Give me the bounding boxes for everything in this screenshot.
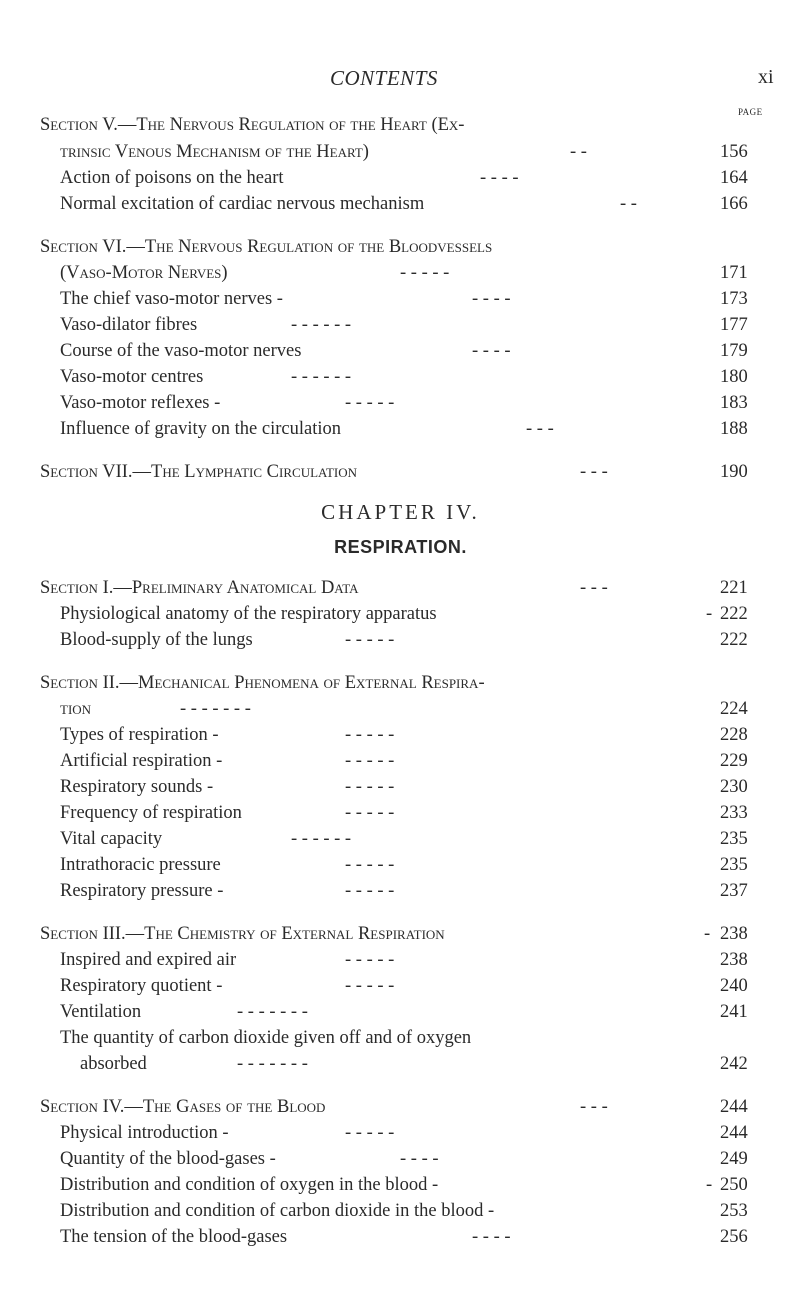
- page-ref: 179: [720, 341, 748, 361]
- toc-entry: [0, 803, 801, 831]
- toc-section-5-cont: trinsic Venous Mechanism of the Heart) - - 156: [60, 142, 748, 162]
- page-ref: 164: [720, 168, 748, 188]
- page-ref: 224: [720, 699, 748, 719]
- leader: - - - -: [480, 168, 519, 188]
- page-ref: 244: [720, 1097, 748, 1117]
- section-title: Section VI.—The Nervous Regulation of the Bloodvessels: [40, 237, 493, 257]
- toc-section-7: [0, 462, 801, 490]
- entry-text: Ventilation: [60, 1002, 142, 1022]
- page-ref: 230: [720, 777, 748, 797]
- toc-section-2: [0, 673, 801, 701]
- page-ref: 222: [720, 630, 748, 650]
- page-ref: 238: [720, 950, 748, 970]
- leader: - - - - - - -: [237, 1002, 308, 1022]
- section-title-cont: trinsic Venous Mechanism of the Heart): [60, 142, 369, 162]
- toc-section-2-cont: [0, 699, 801, 727]
- section-title: Section VII.—The Lymphatic Circulation: [40, 462, 358, 482]
- entry-text: Normal excitation of cardiac nervous mechanism: [60, 194, 425, 214]
- page-ref: 190: [720, 462, 748, 482]
- entry-text: Course of the vaso-motor nerves: [60, 341, 302, 361]
- entry-text: Blood-supply of the lungs: [60, 630, 253, 650]
- leader: - - -: [580, 578, 608, 598]
- leader: - - - -: [472, 341, 511, 361]
- running-title: CONTENTS: [330, 66, 438, 90]
- leader: -: [704, 924, 711, 944]
- page-ref: 238: [720, 924, 748, 944]
- section-title: Section III.—The Chemistry of External Respiration: [40, 924, 445, 944]
- section-title: Section IV.—The Gases of the Blood: [40, 1097, 326, 1117]
- toc-entry: [0, 1175, 801, 1203]
- section-title: Section I.—Preliminary Anatomical Data: [40, 578, 359, 598]
- entry-text: Physiological anatomy of the respiratory apparatus: [60, 604, 437, 624]
- page-ref: 240: [720, 976, 748, 996]
- toc-entry: [0, 604, 801, 632]
- leader: - - - - -: [345, 881, 395, 901]
- toc-entry: [0, 1123, 801, 1151]
- toc-entry: [0, 1201, 801, 1229]
- toc-entry: [0, 881, 801, 909]
- page-ref: 221: [720, 578, 748, 598]
- toc-entry: [0, 855, 801, 883]
- leader: - - - - -: [345, 950, 395, 970]
- toc-section-5: [0, 115, 801, 143]
- leader: - - - -: [472, 289, 511, 309]
- toc-entry: [0, 1149, 801, 1177]
- leader: -: [706, 1175, 713, 1195]
- toc-section-6: [0, 237, 801, 265]
- entry-text: Vaso-motor reflexes -: [60, 393, 221, 413]
- toc-section-6-cont: (Vaso-Motor Nerves) - - - - - 171: [60, 263, 748, 283]
- toc-entry-cont: [0, 1054, 801, 1082]
- chapter-heading: CHAPTER IV.: [321, 500, 480, 524]
- page-ref: 241: [720, 1002, 748, 1022]
- page-ref: 244: [720, 1123, 748, 1143]
- toc-entry: [0, 419, 801, 447]
- leader: - - - - -: [345, 751, 395, 771]
- leader: - - -: [580, 462, 608, 482]
- leader: - - -: [526, 419, 554, 439]
- page-ref: 188: [720, 419, 748, 439]
- section-title: Section V.—The Nervous Regulation of the Heart (Ex-: [40, 115, 465, 135]
- section-title: Section II.—Mechanical Phenomena of External Respira-: [40, 673, 485, 693]
- leader: - - - -: [400, 1149, 439, 1169]
- toc-entry: [0, 1227, 801, 1255]
- toc-entry: [0, 976, 801, 1004]
- toc-entry: [0, 367, 801, 395]
- page-ref: 235: [720, 855, 748, 875]
- leader: - - - - -: [345, 777, 395, 797]
- toc-section-3: [0, 924, 801, 952]
- entry-text: The quantity of carbon dioxide given off and of oxygen: [60, 1028, 472, 1048]
- toc-entry: [0, 289, 801, 317]
- entry-text: The chief vaso-motor nerves -: [60, 289, 283, 309]
- toc-entry: [0, 777, 801, 805]
- leader: - - - - -: [345, 1123, 395, 1143]
- entry-text: Inspired and expired air: [60, 950, 237, 970]
- toc-entry: [0, 1002, 801, 1030]
- leader: - - - - - -: [291, 367, 352, 387]
- entry-text: Respiratory quotient -: [60, 976, 223, 996]
- toc-entry: [0, 751, 801, 779]
- entry-text: Distribution and condition of carbon dioxide in the blood -: [60, 1201, 495, 1221]
- toc-entry: [0, 630, 801, 658]
- page-ref: 233: [720, 803, 748, 823]
- toc-entry: [0, 168, 801, 196]
- leader: - - - - - -: [291, 829, 352, 849]
- toc-entry: [0, 950, 801, 978]
- page-ref: 256: [720, 1227, 748, 1247]
- toc-entry: [0, 315, 801, 343]
- chapter-title: RESPIRATION.: [334, 537, 467, 557]
- page-ref: 156: [720, 142, 748, 162]
- page-number: xi: [758, 66, 774, 88]
- section-title-cont: tion: [60, 699, 92, 719]
- toc-entry: [0, 829, 801, 857]
- page-ref: 177: [720, 315, 748, 335]
- entry-text: Artificial respiration -: [60, 751, 223, 771]
- section-title-cont: (Vaso-Motor Nerves): [60, 263, 228, 283]
- leader: - - - - - -: [291, 315, 352, 335]
- page-ref: 171: [720, 263, 748, 283]
- toc-section-4: [0, 1097, 801, 1125]
- page-ref: 253: [720, 1201, 748, 1221]
- entry-text: Quantity of the blood-gases -: [60, 1149, 276, 1169]
- entry-text: Influence of gravity on the circulation: [60, 419, 341, 439]
- page-ref: 166: [720, 194, 748, 214]
- entry-text: Frequency of respiration: [60, 803, 242, 823]
- leader: - - - -: [472, 1227, 511, 1247]
- leader: - -: [620, 194, 637, 214]
- leader: - - - - -: [345, 855, 395, 875]
- leader: - - - - -: [345, 725, 395, 745]
- page-ref: 183: [720, 393, 748, 413]
- toc-entry: [0, 393, 801, 421]
- entry-text: Distribution and condition of oxygen in the blood -: [60, 1175, 439, 1195]
- page-ref: 249: [720, 1149, 748, 1169]
- leader: -: [706, 604, 713, 624]
- leader: - - - - -: [345, 803, 395, 823]
- toc-entry: [0, 194, 801, 222]
- entry-text: Intrathoracic pressure: [60, 855, 221, 875]
- toc-entry: [0, 725, 801, 753]
- page-ref: 222: [720, 604, 748, 624]
- entry-text: Physical introduction -: [60, 1123, 229, 1143]
- page-column-label: PAGE: [738, 107, 763, 117]
- leader: - - - - - - -: [237, 1054, 308, 1074]
- leader: - - - - -: [345, 976, 395, 996]
- entry-text: The tension of the blood-gases: [60, 1227, 288, 1247]
- page-ref: 180: [720, 367, 748, 387]
- page-ref: 250: [720, 1175, 748, 1195]
- entry-text: Vital capacity: [60, 829, 163, 849]
- toc-entry: [0, 1028, 801, 1056]
- leader: - - - - -: [345, 393, 395, 413]
- entry-text: Respiratory pressure -: [60, 881, 224, 901]
- toc-entry: [0, 341, 801, 369]
- page-ref: 235: [720, 829, 748, 849]
- page-ref: 242: [720, 1054, 748, 1074]
- leader: - - - - - - -: [180, 699, 251, 719]
- entry-text-cont: absorbed: [80, 1054, 147, 1074]
- page-ref: 173: [720, 289, 748, 309]
- page-ref: 228: [720, 725, 748, 745]
- entry-text: Respiratory sounds -: [60, 777, 214, 797]
- page-ref: 237: [720, 881, 748, 901]
- toc-section-1: [0, 578, 801, 606]
- entry-text: Vaso-motor centres: [60, 367, 204, 387]
- entry-text: Vaso-dilator fibres: [60, 315, 198, 335]
- leader: - - -: [580, 1097, 608, 1117]
- entry-text: Action of poisons on the heart: [60, 168, 284, 188]
- entry-text: Types of respiration -: [60, 725, 219, 745]
- leader: - - - - -: [345, 630, 395, 650]
- page-ref: 229: [720, 751, 748, 771]
